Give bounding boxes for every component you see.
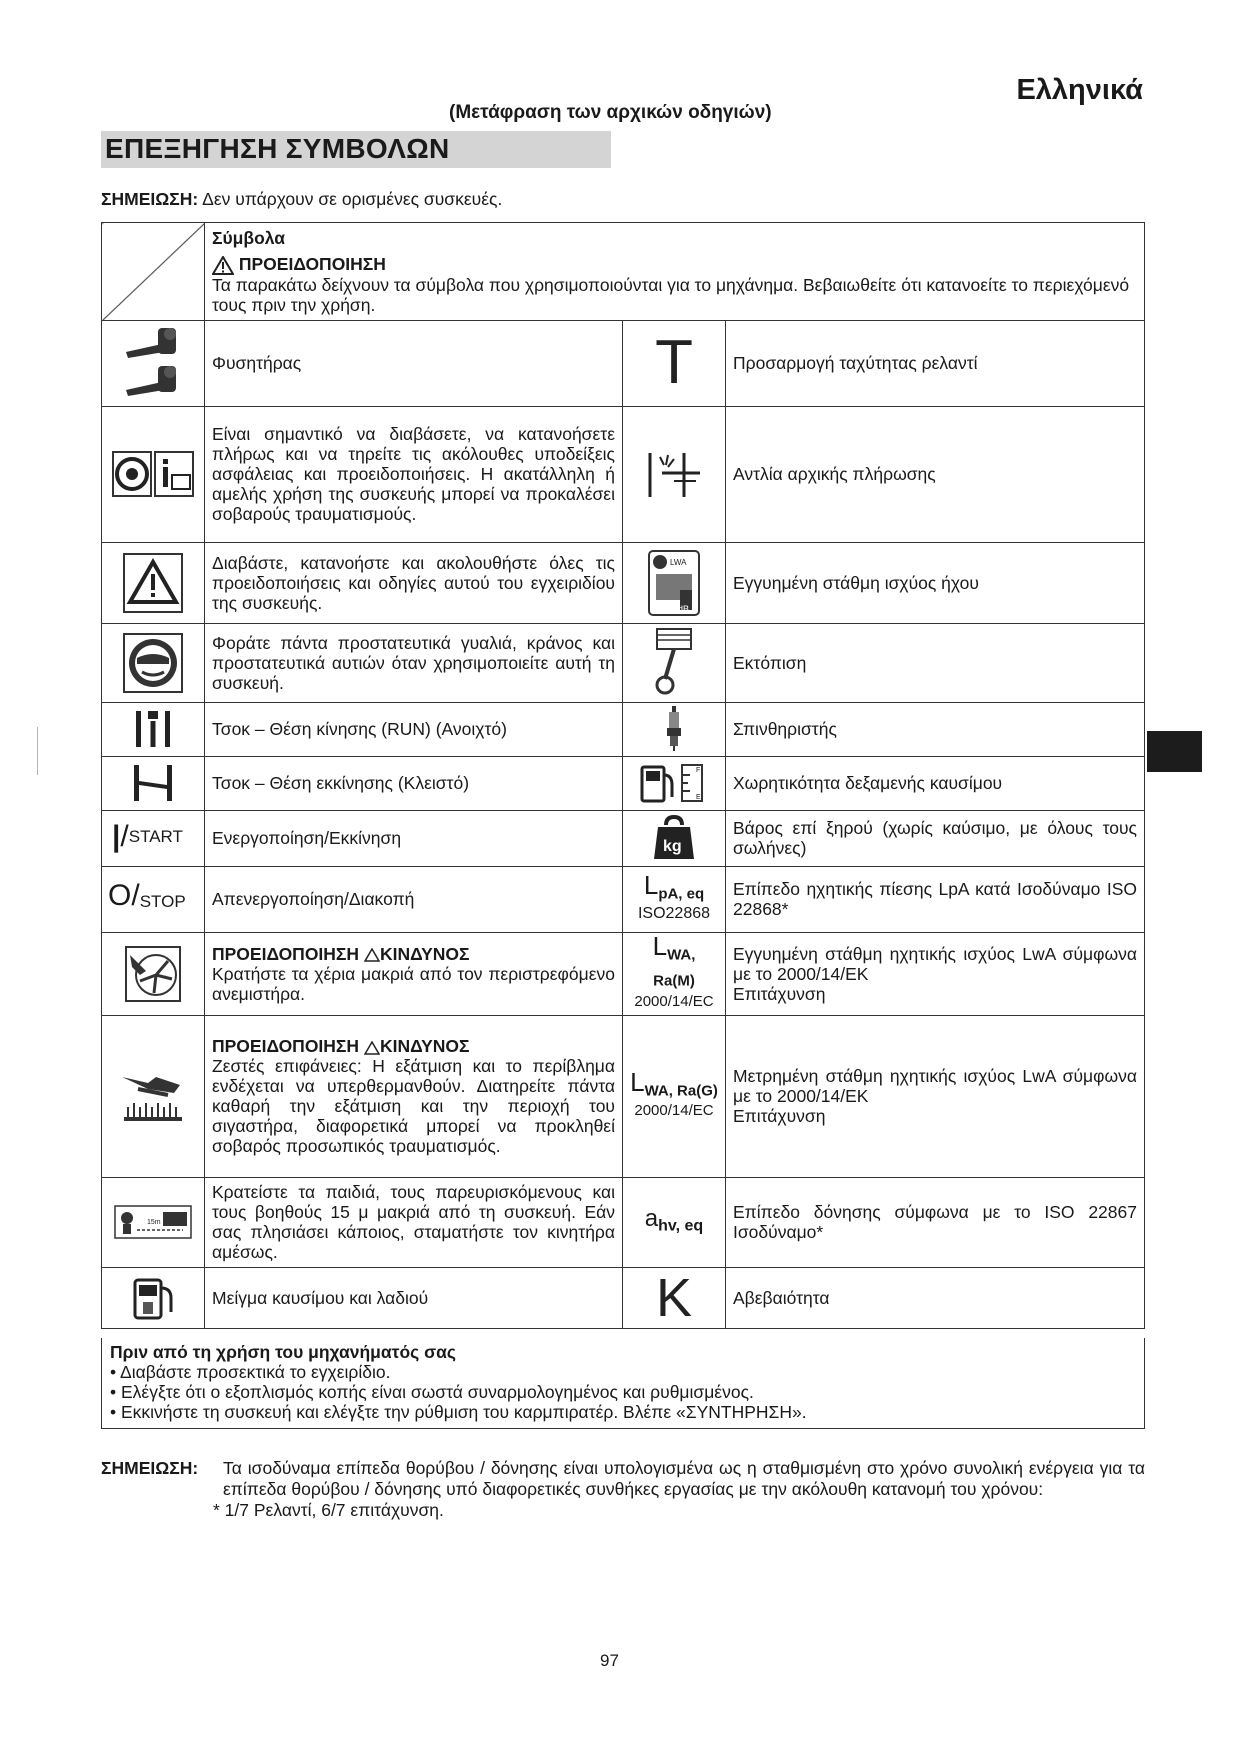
protective-gear-icon — [102, 623, 205, 702]
lpa-symbol — [623, 866, 726, 932]
before-use-wrapper — [101, 1338, 1145, 1429]
row10-danger-icon — [364, 1036, 380, 1056]
table-row — [102, 406, 1145, 542]
row11-left-text: Κρατείστε τα παιδιά, τους παρευρισκόμενους και τους βοηθούς 15 μ μακριά από τη συσκευή. Εάν σας πλησιάσει κάποιος, σταματήστε τον κινητήρα αμέσως. — [205, 1177, 623, 1267]
k-symbol: K — [655, 1267, 693, 1328]
row9-danger-label: ΚΙΝΔΥΝΟΣ — [379, 943, 470, 964]
top-note-text: Δεν υπάρχουν σε ορισμένες συσκευές. — [198, 189, 503, 209]
stop-symbol — [102, 866, 205, 932]
section-title: ΕΠΕΞΗΓΗΣΗ ΣΥΜΒΟΛΩΝ — [101, 131, 611, 168]
lpa-standard: ISO22868 — [637, 905, 711, 923]
row6-right-text: Χωρητικότητα δεξαμενής καυσίμου — [726, 756, 1145, 810]
stop-slash: / — [131, 879, 140, 913]
diagonal-cell — [102, 223, 205, 321]
blower-icon — [102, 320, 205, 406]
row8-left-text: Απενεργοποίηση/Διακοπή — [205, 866, 623, 932]
row10-left-text: Ζεστές επιφάνειες: Η εξάτμιση και το περίβλημα ενδέχεται να υπερθερμανθούν. Διατηρείτε πάντα καθαρή την εξάτμιση και την περιοχή του σιγαστήρα, διαφορετικά μπορεί να προκληθεί σοβαρός προσωπικός τραυματισμός. — [212, 1056, 615, 1157]
displacement-icon — [623, 623, 726, 702]
uncertainty-symbol — [623, 1267, 726, 1328]
row9-warning-head — [212, 944, 615, 964]
stop-label: STOP — [139, 892, 186, 912]
primer-pump-icon — [623, 406, 726, 542]
table-row — [102, 542, 1145, 623]
fuel-oil-mixture-icon — [102, 1267, 205, 1328]
warning-read-icon — [102, 542, 205, 623]
row5-right-text: Σπινθηριστής — [726, 702, 1145, 756]
row9-right-text: Εγγυημένη στάθμη ηχητικής ισχύος LwA σύμφωνα με το 2000/14/ΕΚ — [733, 943, 1137, 984]
row1-right-text: Προσαρμογή ταχύτητας ρελαντί — [726, 320, 1145, 406]
weight-icon — [623, 810, 726, 866]
stop-circle: O — [108, 879, 132, 913]
before-use-item: • Ελέγξτε ότι ο εξοπλισμός κοπής είναι σωστά συναρμολογημένος και ρυθμισμένος. — [110, 1382, 754, 1402]
choke-run-icon — [102, 702, 205, 756]
page-subtitle: (Μετάφραση των αρχικών οδηγιών) — [449, 102, 772, 123]
row1-left-text: Φυσητήρας — [205, 320, 623, 406]
vibration-sub: hv, eq — [658, 1217, 704, 1235]
row12-left-text: Μείγμα καυσίμου και λαδιού — [205, 1267, 623, 1328]
before-use-item: • Εκκινήστε τη συσκευή και ελέγξτε την ρύθμιση του καρμπιρατέρ. Βλέπε «ΣΥΝΤΗΡΗΣΗ». — [110, 1402, 807, 1422]
table-row — [102, 623, 1145, 702]
vibration-symbol — [623, 1177, 726, 1267]
row4-right-text: Εκτόπιση — [726, 623, 1145, 702]
table-row — [102, 702, 1145, 756]
row10-right-text: Μετρημένη στάθμη ηχητικής ισχύος LwA σύμφωνα με το 2000/14/ΕΚ — [733, 1066, 1137, 1107]
start-bar: | — [112, 819, 121, 853]
language-label: Ελληνικά — [1016, 74, 1143, 106]
warning-triangle-icon — [212, 254, 234, 274]
weight-kg-label: kg — [663, 838, 682, 856]
table-row — [102, 1267, 1145, 1328]
table-row — [102, 1177, 1145, 1267]
row10-warning-head — [212, 1036, 615, 1056]
rotating-fan-icon — [102, 932, 205, 1015]
table-row — [102, 866, 1145, 932]
lwa-g-standard: 2000/14/EC — [634, 1102, 714, 1120]
keep-distance-label: 15m — [147, 1219, 161, 1227]
fuel-full-label: F — [696, 767, 701, 775]
fuel-tank-icon — [623, 756, 726, 810]
idle-speed-symbol — [623, 320, 726, 406]
start-symbol — [102, 810, 205, 866]
vibration-letter: a — [644, 1204, 659, 1232]
start-slash: / — [120, 819, 129, 853]
symbols-table — [101, 222, 1145, 1329]
row9-left-cell — [205, 932, 623, 1015]
row10-danger-label: ΚΙΝΔΥΝΟΣ — [379, 1036, 470, 1057]
keep-distance-icon — [102, 1177, 205, 1267]
table-row — [102, 932, 1145, 1015]
top-note — [101, 189, 502, 210]
read-manual-icon — [102, 406, 205, 542]
row7-right-text: Βάρος επί ξηρού (χωρίς καύσιμο, με όλους τους σωλήνες) — [726, 810, 1145, 866]
choke-start-icon — [102, 756, 205, 810]
lwa-g-letter: L — [630, 1066, 645, 1097]
bottom-note-label: ΣΗΜΕΙΩΣΗ: — [101, 1458, 199, 1478]
lwa-g-symbol — [623, 1015, 726, 1177]
start-label: START — [128, 826, 183, 846]
chapter-tab — [1147, 731, 1202, 772]
table-row — [102, 1015, 1145, 1177]
hot-surface-icon — [102, 1015, 205, 1177]
bottom-note-footnote: * 1/7 Ρελαντί, 6/7 επιτάχυνση. — [213, 1500, 444, 1520]
row6-left-text: Τσοκ – Θέση εκκίνησης (Κλειστό) — [205, 756, 623, 810]
intro-warning — [212, 254, 1137, 275]
t-symbol: T — [655, 328, 693, 398]
before-use-item: • Διαβάστε προσεκτικά το εγχειρίδιο. — [110, 1362, 391, 1382]
spark-plug-icon — [623, 702, 726, 756]
row8-right-text: Επίπεδο ηχητικής πίεσης LpA κατά Ισοδύναμο ISO 22868* — [726, 866, 1145, 932]
row9-right-text-2: Επιτάχυνση — [733, 983, 826, 1004]
row9-danger-icon — [364, 944, 380, 964]
row10-right-cell — [726, 1015, 1145, 1177]
top-note-label: ΣΗΜΕΙΩΣΗ: — [101, 189, 199, 209]
row10-warning-label: ΠΡΟΕΙΔΟΠΟΙΗΣΗ — [212, 1036, 360, 1057]
row11-right-text: Επίπεδο δόνησης σύμφωνα με το ISO 22867 Ισοδύναμο* — [726, 1177, 1145, 1267]
table-row — [102, 320, 1145, 406]
intro-text: Τα παρακάτω δείχνουν τα σύμβολα που χρησιμοποιούνται για το μηχάνημα. Βεβαιωθείτε ότι κατανοείτε το περιεχόμενό τους πριν την χρήση. — [212, 274, 1130, 315]
lwa-m-symbol — [623, 932, 726, 1015]
before-use-box — [101, 1338, 1145, 1429]
intro-heading: Σύμβολα — [212, 228, 286, 248]
row9-left-text: Κρατήστε τα χέρια μακριά από τον περιστρεφόμενο ανεμιστήρα. — [212, 963, 615, 1004]
row7-left-text: Ενεργοποίηση/Εκκίνηση — [205, 810, 623, 866]
lwa-m-sub: WA, Ra(M) — [653, 946, 696, 990]
bottom-note-text: Τα ισοδύναμα επίπεδα θορύβου / δόνησης είναι υπολογισμένα ως η σταθμισμένη στο χρόνο συνολική ενέργεια για τα επίπεδα θορύβου / δόνησης υπό διαφορετικές συνθήκες εργασίας με την ακόλουθη κατανομή του χρόνου: — [223, 1458, 1145, 1499]
lpa-letter: L — [643, 869, 659, 900]
row3-left-text: Διαβάστε, κατανοήστε και ακολουθήστε όλες τις προειδοποιήσεις και οδηγίες αυτού του εγχειριδίου της συσκευής. — [205, 542, 623, 623]
table-row — [102, 223, 1145, 321]
sound-power-db-label: dB — [678, 603, 690, 614]
intro-warning-label: ΠΡΟΕΙΔΟΠΟΙΗΣΗ — [238, 254, 386, 274]
row5-left-text: Τσοκ – Θέση κίνησης (RUN) (Ανοιχτό) — [205, 702, 623, 756]
bottom-note — [101, 1458, 1145, 1521]
row3-right-text: Εγγυημένη στάθμη ισχύος ήχου — [726, 542, 1145, 623]
lwa-m-standard: 2000/14/EC — [634, 992, 714, 1010]
table-row — [102, 756, 1145, 810]
margin-line — [37, 727, 38, 775]
row12-right-text: Αβεβαιότητα — [726, 1267, 1145, 1328]
intro-cell — [205, 223, 1145, 321]
row10-left-cell — [205, 1015, 623, 1177]
row10-right-text-2: Επιτάχυνση — [733, 1106, 826, 1127]
row9-right-cell — [726, 932, 1145, 1015]
sound-power-l-label: LWA — [670, 557, 687, 567]
fuel-empty-label: E — [696, 794, 701, 802]
lwa-m-letter: L — [652, 930, 668, 961]
lpa-sub: pA, eq — [658, 885, 705, 903]
lwa-g-sub: WA, Ra(G) — [644, 1082, 718, 1100]
table-row — [102, 810, 1145, 866]
before-use-heading: Πριν από τη χρήση του μηχανήματός σας — [110, 1342, 456, 1362]
page-number: 97 — [600, 1651, 619, 1670]
row2-right-text: Αντλία αρχικής πλήρωσης — [726, 406, 1145, 542]
row4-left-text: Φοράτε πάντα προστατευτικά γυαλιά, κράνος και προστατευτικά αυτιών όταν χρησιμοποιείτε αυτή τη συσκευή. — [205, 623, 623, 702]
row9-warning-label: ΠΡΟΕΙΔΟΠΟΙΗΣΗ — [212, 943, 360, 964]
sound-power-icon — [623, 542, 726, 623]
row2-left-text: Είναι σημαντικό να διαβάσετε, να κατανοήσετε πλήρως και να τηρείτε τις ακόλουθες υποδείξεις ασφάλειας και προειδοποιήσεις. Η ακατάλληλη ή αμελής χρήση της συσκευής μπορεί να προκαλέσει σοβαρούς τραυματισμούς. — [205, 406, 623, 542]
